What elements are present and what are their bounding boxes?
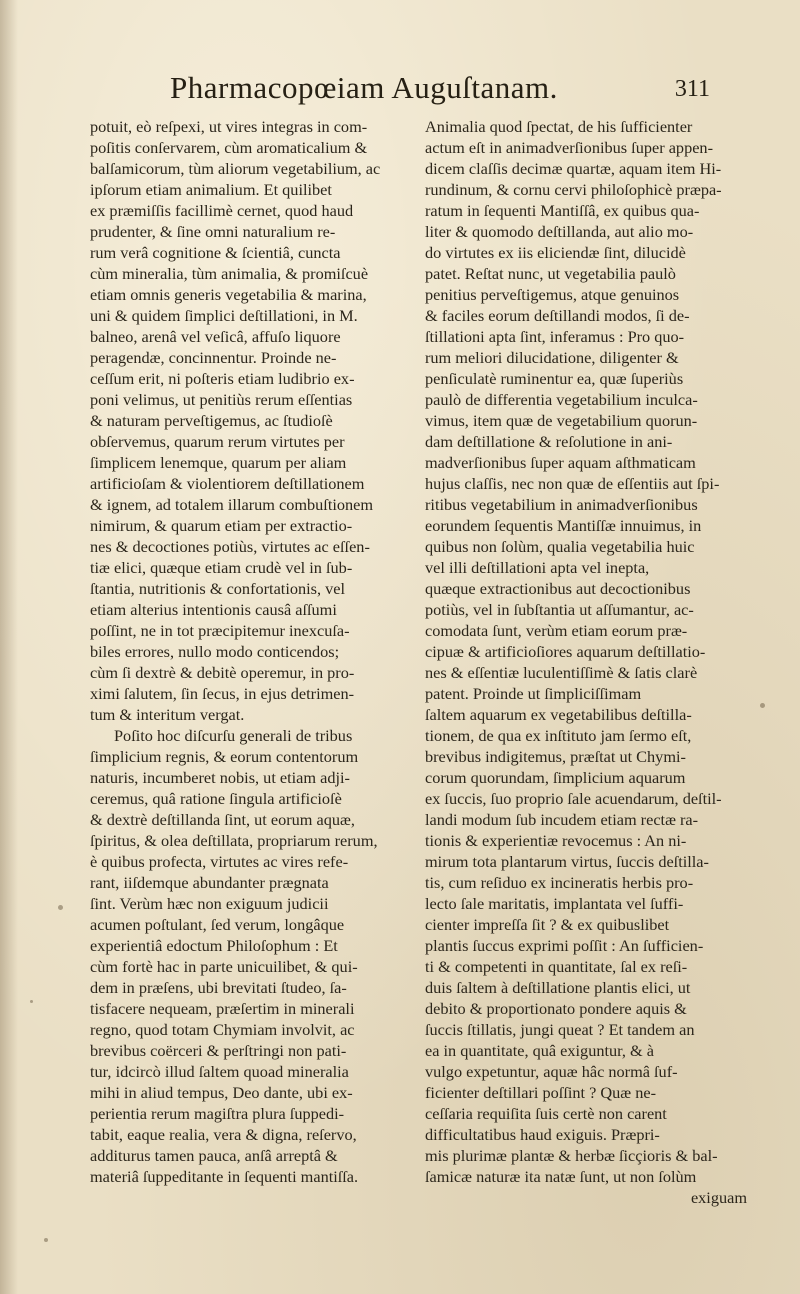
text-line: actum eſt in animadverſionibus ſuper appen-: [425, 138, 713, 157]
text-line: ſamicæ naturæ ita natæ ſunt, ut non ſolùm: [425, 1167, 697, 1186]
text-line: tur, idcircò illud ſaltem quoad mineralia: [90, 1062, 349, 1081]
text-line: additurus tamen pauca, anſâ arreptâ &: [90, 1146, 338, 1165]
text-line: ſtillationi apta ſint, inferamus : Pro quo-: [425, 327, 685, 346]
text-line: quibus non ſolùm, qualia vegetabilia huic: [425, 537, 695, 556]
text-line: tis, cum reſiduo ex incineratis herbis pro-: [425, 873, 694, 892]
text-line: nimirum, & quarum etiam per extractio-: [90, 516, 353, 535]
text-line: eorundem ſequentis Mantiſſæ innuimus, in: [425, 516, 702, 535]
text-line: madverſionibus ſuper aquam aſthmaticam: [425, 453, 696, 472]
text-line: rundinum, & cornu cervi philoſophicè præpa-: [425, 180, 722, 199]
text-line: potuit, eò reſpexi, ut vires integras in com-: [90, 117, 368, 136]
text-line: artificioſam & violentiorem deſtillationem: [90, 474, 365, 493]
text-line: plantis ſuccus exprimi poſſit : An ſufficien-: [425, 936, 704, 955]
text-line: dicem claſſis decimæ quartæ, aquam item Hi-: [425, 159, 722, 178]
text-line: tionis & experientiæ revocemus : An ni-: [425, 831, 687, 850]
text-line: cùm ſi dextrè & debitè operemur, in pro-: [90, 663, 355, 682]
text-line: perientia rerum magiſtra plura ſuppedi-: [90, 1104, 345, 1123]
text-line: tabit, eaque realia, vera & digna, reſervo,: [90, 1125, 357, 1144]
text-line: lecto ſale maritatis, implantata vel ſuffi-: [425, 894, 684, 913]
text-line: patet. Reſtat nunc, ut vegetabilia paulò: [425, 264, 676, 283]
text-line: peragendæ, concinnentur. Proinde ne-: [90, 348, 337, 367]
text-line: nes & eſſentiæ luculentiſſimè & ſatis clarè: [425, 663, 698, 682]
catchword: exiguam: [690, 1188, 747, 1207]
text-line: mihi in aliud tempus, Deo dante, ubi ex-: [90, 1083, 353, 1102]
text-line: ex ſuccis, ſuo proprio ſale acuendarum, deſtil-: [425, 789, 722, 808]
text-line: duis ſaltem à deſtillatione plantis elici, ut: [425, 978, 691, 997]
text-line: rum verâ cognitione & ſcientiâ, cuncta: [90, 243, 341, 262]
text-line: paulò de differentia vegetabilium inculca-: [425, 390, 698, 409]
text-line: penſiculatè ruminentur ea, quæ ſuperiùs: [425, 369, 684, 388]
paper-speck: [58, 905, 63, 910]
text-line: ſaltem aquarum ex vegetabilibus deſtilla-: [425, 705, 692, 724]
text-line: tiæ elici, quæque etiam crudè vel in ſub-: [90, 558, 353, 577]
text-line: ti & competenti in quantitate, ſal ex reſi-: [425, 957, 688, 976]
text-line: tum & interitum vergat.: [90, 705, 245, 724]
running-title: Pharmacopœiam Auguſtanam.: [170, 70, 558, 105]
text-line: obſervemus, quarum rerum virtutes per: [90, 432, 345, 451]
text-line: dem in præſens, ubi brevitati ſtudeo, ſa-: [90, 978, 347, 997]
paper-speck: [760, 703, 765, 708]
text-line: poſitis conſervarem, cùm aromaticalium &: [90, 138, 368, 157]
text-line: etiam omnis generis vegetabilia & marina,: [90, 285, 367, 304]
text-line: comodata ſunt, verùm etiam eorum præ-: [425, 621, 688, 640]
text-line: ea in quantitate, quâ exiguntur, & à: [425, 1041, 655, 1060]
text-line: ſint. Verùm hæc non exiguum judicii: [90, 894, 329, 913]
text-line: cipuæ & artificioſiores aquarum deſtillatio-: [425, 642, 706, 661]
text-line: potiùs, vel in ſubſtantia ut aſſumantur, ac-: [425, 600, 694, 619]
text-line: ratum in ſequenti Mantiſſâ, ex quibus qua-: [425, 201, 700, 220]
text-line: ex præmiſſis facillimè cernet, quod haud: [90, 201, 354, 220]
text-line: regno, quod totam Chymiam involvit, ac: [90, 1020, 355, 1039]
text-line: ceſſaria requiſita ſuis certè non carent: [425, 1104, 667, 1123]
text-line: ceremus, quâ ratione ſingula artificioſè: [90, 789, 342, 808]
text-column-left: [90, 116, 420, 1187]
text-line: naturis, incumberet nobis, ut etiam adji-: [90, 768, 350, 787]
text-line: è quibus profecta, virtutes ac vires refe-: [90, 852, 349, 871]
text-line: liter & quomodo deſtillanda, aut alio mo-: [425, 222, 694, 241]
text-column-right: [425, 116, 753, 1208]
text-line: patent. Proinde ut ſimpliciſſimam: [425, 684, 642, 703]
text-line: prudenter, & ſine omni naturalium re-: [90, 222, 336, 241]
text-line: materiâ ſuppeditante in ſequenti mantiſſa.: [90, 1167, 359, 1186]
text-line: ſtantia, nutritionis & confortationis, vel: [90, 579, 346, 598]
text-line: tionem, de qua ex inſtituto jam ſermo eſt,: [425, 726, 692, 745]
text-line: landi modum ſub incudem etiam rectæ ra-: [425, 810, 699, 829]
text-line: ficienter deſtillari poſſint ? Quæ ne-: [425, 1083, 657, 1102]
paper-speck: [44, 1238, 48, 1242]
text-line: poſſint, ne in tot præcipitemur inexcuſa-: [90, 621, 350, 640]
paragraph-start-line: Poſito hoc diſcurſu generali de tribus: [114, 726, 353, 745]
text-line: poni velimus, ut penitiùs rerum eſſentias: [90, 390, 353, 409]
text-line: vel illi deſtillationi apta vel inepta,: [425, 558, 650, 577]
text-line: mis plurimæ plantæ & herbæ ſicçioris & bal-: [425, 1146, 718, 1165]
text-line: uni & quidem ſimplici deſtillationi, in M.: [90, 306, 358, 325]
text-line: cùm mineralia, tùm animalia, & promiſcuè: [90, 264, 369, 283]
text-line: penitius perveſtigemus, atque genuinos: [425, 285, 680, 304]
text-line: dam deſtillatione & reſolutione in ani-: [425, 432, 673, 451]
text-line: cienter impreſſa ſit ? & ex quibuslibet: [425, 915, 670, 934]
text-line: biles errores, nullo modo conticendos;: [90, 642, 340, 661]
text-line: debito & proportionato pondere aquis &: [425, 999, 687, 1018]
text-line: & dextrè deſtillanda ſint, ut eorum aquæ,: [90, 810, 355, 829]
text-line: balſamicorum, tùm aliorum vegetabilium, ac: [90, 159, 381, 178]
text-line: quæque extractionibus aut decoctionibus: [425, 579, 691, 598]
text-line: rum meliori dilucidatione, diligenter &: [425, 348, 679, 367]
text-line: ſimplicium regnis, & eorum contentorum: [90, 747, 359, 766]
text-line: etiam alterius intentionis causâ aſſumi: [90, 600, 337, 619]
binding-gutter-shadow: [0, 0, 18, 1294]
text-line: ſimplicem lenemque, quarum per aliam: [90, 453, 347, 472]
text-line: tisfacere nequeam, præſertim in minerali: [90, 999, 355, 1018]
text-line: corum quorundam, ſimplicium aquarum: [425, 768, 686, 787]
text-line: acumen poſtulant, ſed verum, longâque: [90, 915, 345, 934]
text-line: ſuccis ſtillatis, jungi queat ? Et tandem an: [425, 1020, 695, 1039]
text-line: ceſſum erit, ni poſteris etiam ludibrio ex-: [90, 369, 355, 388]
paper-speck: [30, 1000, 33, 1003]
text-line: & faciles eorum deſtillandi modos, ſi de-: [425, 306, 690, 325]
text-line: mirum tota plantarum virtus, ſuccis deſtilla-: [425, 852, 709, 871]
page-number: 311: [674, 76, 710, 102]
text-line: experientiâ edoctum Philoſophum : Et: [90, 936, 338, 955]
text-line: ipſorum etiam animalium. Et quilibet: [90, 180, 332, 199]
text-line: ritibus vegetabilium in animadverſionibus: [425, 495, 698, 514]
page-header: [150, 70, 710, 110]
text-line: nes & decoctiones potiùs, virtutes ac eſſen-: [90, 537, 370, 556]
text-line: & naturam perveſtigemus, ac ſtudioſè: [90, 411, 333, 430]
text-line: ximi ſalutem, ſin ſecus, in ejus detrimen-: [90, 684, 355, 703]
text-line: brevibus indigitemus, præſtat ut Chymi-: [425, 747, 686, 766]
text-line: hujus claſſis, nec non quæ de eſſentiis aut ſpi-: [425, 474, 720, 493]
text-line: vulgo expetuntur, aquæ hâc normâ ſuf-: [425, 1062, 678, 1081]
text-line: Animalia quod ſpectat, de his ſufficienter: [425, 117, 693, 136]
text-line: vimus, item quæ de vegetabilium quorun-: [425, 411, 698, 430]
text-line: do virtutes ex iis eliciendæ ſint, dilucidè: [425, 243, 686, 262]
text-line: ſpiritus, & olea deſtillata, propriarum rerum,: [90, 831, 378, 850]
text-line: brevibus coërceri & perſtringi non pati-: [90, 1041, 347, 1060]
text-line: rant, iiſdemque abundanter prægnata: [90, 873, 329, 892]
text-line: balneo, arenâ vel veſicâ, affuſo liquore: [90, 327, 341, 346]
text-line: difficultatibus haud exiguis. Præpri-: [425, 1125, 660, 1144]
text-line: & ignem, ad totalem illarum combuſtionem: [90, 495, 374, 514]
text-line: cùm fortè hac in parte unicuilibet, & qui-: [90, 957, 358, 976]
